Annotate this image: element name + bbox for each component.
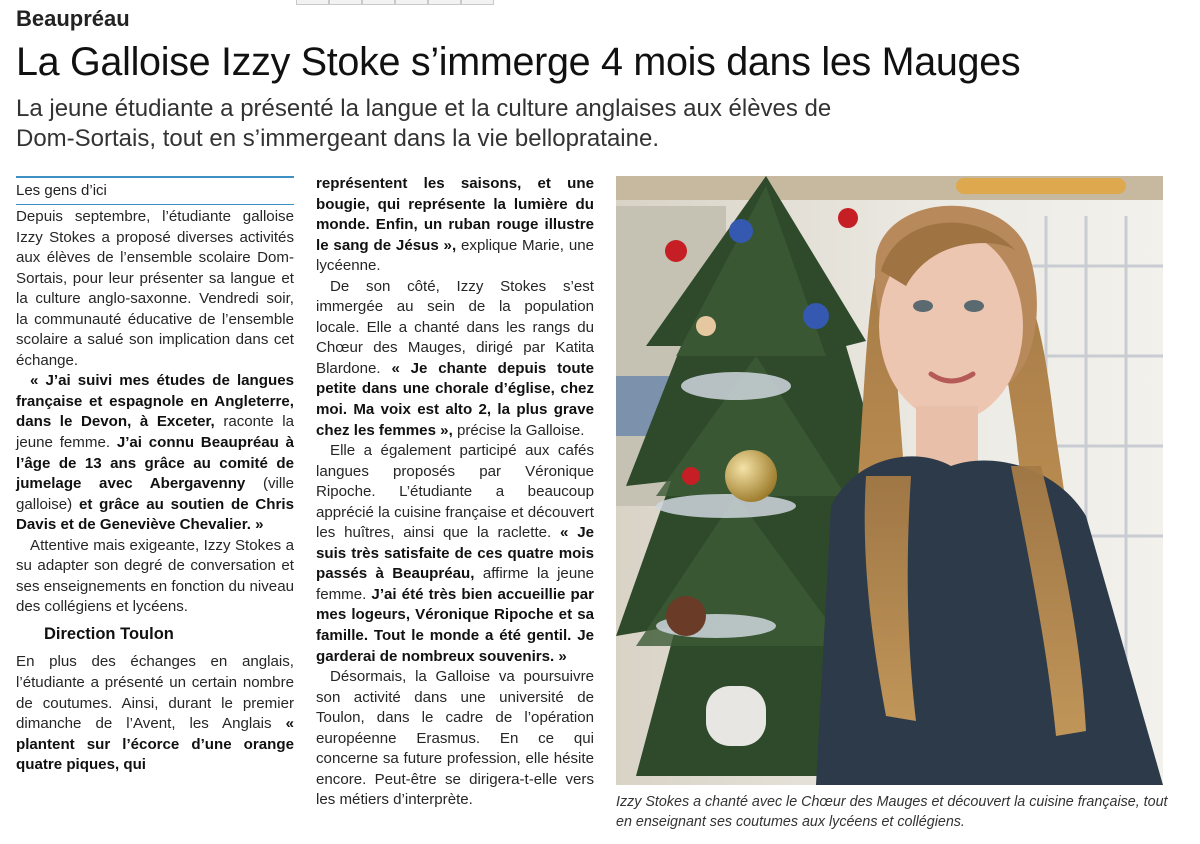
quote: « J’ai suivi mes études de langues française et espagnole en Angleterre, dans le Devon, à Exceter, (16, 372, 294, 431)
top-tab (461, 0, 494, 5)
quote: J’ai été très bien accueillie par mes logeurs, Véronique Ripoche et sa famille. Tout le monde a été gentil. Je garderai de nombreux souvenirs. » (316, 585, 594, 665)
article-column-2 (316, 174, 594, 811)
article-photo (616, 176, 1163, 785)
top-tab (296, 0, 329, 5)
paragraph: Depuis septembre, l’étudiante galloise Izzy Stokes a proposé diverses activités aux élèves de l’ensemble scolaire Dom-Sortais, pour leur présenter sa langue et la culture anglo-saxonne. Vendredi soir, la communauté éducative de l’ensemble scolaire a salué son implication dans cet échange. (16, 208, 294, 369)
paragraph: Attentive mais exigeante, Izzy Stokes a su adapter son degré de conversation et ses enseignements en fonction du niveau des collégiens et lycéens. (16, 536, 294, 616)
top-tab (329, 0, 362, 5)
paragraph: « J’ai suivi mes études de langues française et espagnole en Angleterre, dans le Devon, à Exceter, raconte la jeune femme. J’ai connu Beaupréau à l’âge de 13 ans grâce au comité de jumelage avec Abergavenny (ville galloise) et grâce au soutien de Chris Davis et de Geneviève Chevalier. » (16, 372, 294, 534)
photo-caption: Izzy Stokes a chanté avec le Chœur des Mauges et découvert la cuisine française, tout en enseignant ses coutumes aux lycéens et collégiens. (616, 794, 1168, 830)
paragraph: De son côté, Izzy Stokes s’est immergée au sein de la population locale. Elle a chanté dans les rangs du Chœur des Mauges, dirigé par Katita Blardone. « Je chante depuis toute petite dans une chorale d’église, chez moi. Ma voix est alto 2, la plus grave chez les femmes », précise la Galloise. (316, 277, 594, 439)
headline: La Galloise Izzy Stoke s’immerge 4 mois dans les Mauges (16, 40, 1021, 84)
quote: et grâce au soutien de Chris Davis et de Geneviève Chevalier. » (16, 495, 294, 534)
section-label: Beaupréau (16, 6, 130, 31)
top-tab-strip (296, 0, 494, 5)
dek: La jeune étudiante a présenté la langue et la culture anglaises aux élèves de Dom-Sortais, tout en s’immergeant dans la vie belloprataine. (16, 95, 832, 152)
quote: J’ai connu Beaupréau à l’âge de 13 ans grâce au comité de jumelage avec Abergavenny (16, 434, 294, 493)
top-tab (395, 0, 428, 5)
quote: « plantent sur l’écorce d’une orange quatre piques, qui (16, 715, 294, 774)
paragraph: Désormais, la Galloise va poursuivre son activité dans une université de Toulon, dans le cadre de l’opération européenne Erasmus. En ce qui concerne sa future profession, elle hésite encore. Peut-être se dirigera-t-elle vers les métiers d’interprète. (316, 668, 594, 809)
paragraph: représentent les saisons, et une bougie, qui représente la lumière du monde. Enfin, un ruban rouge illustre le sang de Jésus », explique Marie, une lycéenne. (316, 175, 595, 275)
top-tab (428, 0, 461, 5)
article-column-1 (16, 174, 294, 776)
photo-illustration (616, 176, 1163, 785)
top-tab (362, 0, 395, 5)
quote: « Je suis très satisfaite de ces quatre mois passés à Beaupréau, (316, 524, 594, 583)
subheading: Direction Toulon (44, 624, 174, 643)
paragraph: Elle a également participé aux cafés langues proposés par Véronique Ripoche. L’étudiante a beaucoup apprécié la cuisine française et découvert les huîtres, ainsi que la raclette. « Je suis très satisfaite de ces quatre mois passés à Beaupréau, affirme la jeune femme. J’ai été très bien accueillie par mes logeurs, Véronique Ripoche et sa famille. Tout le monde a été gentil. Je garderai de nombreux souvenirs. » (316, 442, 595, 665)
quote: « Je chante depuis toute petite dans une chorale d’église, chez moi. Ma voix est alto 2, la plus grave chez les femmes », (316, 359, 594, 439)
rubric: Les gens d’ici (16, 176, 294, 207)
quote: représentent les saisons, et une bougie, qui représente la lumière du monde. Enfin, un ruban rouge illustre le sang de Jésus », (316, 175, 594, 254)
paragraph: En plus des échanges en anglais, l’étudiante a présenté un certain nombre de coutumes. Ainsi, durant le premier dimanche de l’Avent, les Anglais « plantent sur l’écorce d’une orange quatre piques, qui (16, 653, 294, 774)
